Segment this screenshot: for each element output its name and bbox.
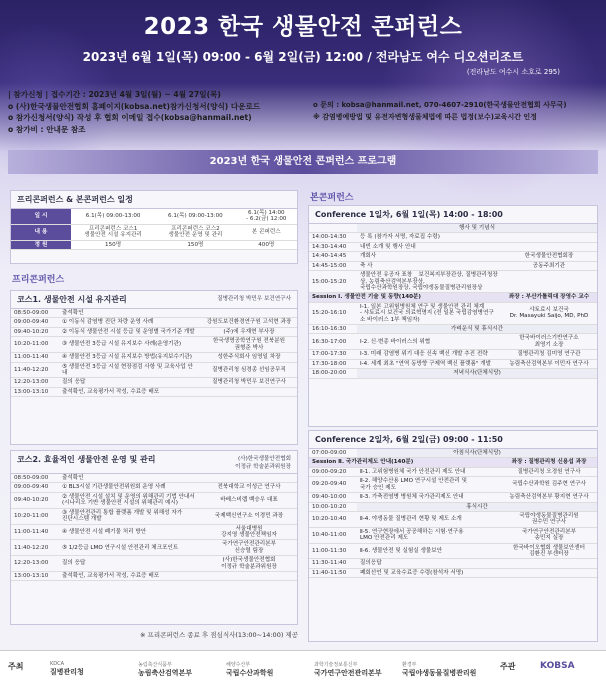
speaker-cell: 국가연구안전관리본부 신승렬 팀장 bbox=[201, 540, 297, 556]
break-row bbox=[309, 325, 597, 334]
topic-cell: 등 록 (참가자 서명, 자료집 수령) bbox=[357, 233, 501, 242]
break-row bbox=[309, 502, 597, 511]
topic-cell: 출석확인, 교육평가서 작성, 수료증 배포 bbox=[59, 572, 201, 581]
speaker-cell bbox=[501, 568, 597, 577]
speaker-cell: 질병관리청 박민우 보건연구사 bbox=[201, 378, 297, 387]
time-cell: 09:40-10:20 bbox=[11, 327, 59, 336]
speaker-cell bbox=[501, 242, 597, 251]
speaker-cell bbox=[201, 572, 297, 581]
sponsor-ministry: 환경부 bbox=[402, 662, 417, 668]
topic-cell: Ⅱ-2. 해양수산용 LMO 연구시설 안전관리 및 국가 승인 제도 bbox=[357, 477, 501, 493]
sponsor-name: 국립수산과학원 bbox=[226, 669, 274, 677]
speaker-cell bbox=[501, 233, 597, 242]
speaker-cell: 질병관리청 오경원 연구사 bbox=[501, 467, 597, 476]
speaker-cell: 한국바이러스기반연구소 최영기 소장 bbox=[501, 334, 597, 350]
info-line: | 참가신청 | 접수기간 : 2023년 4월 3일(월) ~ 4월 27일(목) bbox=[8, 90, 221, 99]
break-row bbox=[309, 224, 597, 233]
time-cell: 14:45-15:00 bbox=[309, 261, 357, 270]
speaker-cell: 서울대병원 강지영 생물안전책임자 bbox=[201, 524, 297, 540]
overview-cell: 150명 bbox=[155, 240, 235, 249]
time-cell: 10:20-11:00 bbox=[11, 508, 59, 524]
time-cell: 16:10-16:30 bbox=[309, 325, 357, 334]
topic-cell: Ⅱ-5. 연구현장에서 공공해하는 시험·연구용 LMO 안전관리 제도 bbox=[357, 527, 501, 543]
speaker-cell: 전북대학교 이성근 연구사 bbox=[201, 483, 297, 492]
course2-panel bbox=[10, 450, 298, 625]
time-cell: 10:20-11:00 bbox=[11, 337, 59, 353]
table-row bbox=[309, 493, 597, 502]
sponsor-logo bbox=[402, 661, 476, 678]
table-row bbox=[11, 474, 297, 483]
topic-cell: 축 사 bbox=[357, 261, 501, 270]
table-row bbox=[11, 556, 297, 572]
host-label: 주최 bbox=[8, 662, 24, 671]
topic-cell: ② 생물안전 시설 설치 및 운영의 위해관리 기법 안내서 (시나리오 기반 생물안전 시설의 위해관리 예시) bbox=[59, 492, 201, 508]
overview-row-label: 일 시 bbox=[11, 209, 71, 224]
overview-cell: 프리콘퍼런스 코스2 생물안전 운영 및 관리 bbox=[155, 224, 235, 240]
table-row bbox=[309, 359, 597, 368]
table-row bbox=[309, 511, 597, 527]
table-row bbox=[309, 233, 597, 242]
break-row bbox=[309, 369, 597, 378]
session-chair: 좌장 : 질병관리청 신용섭 과장 bbox=[501, 458, 597, 467]
time-cell bbox=[309, 224, 357, 233]
table-row bbox=[309, 568, 597, 577]
overview-cell: 본 콘퍼런스 bbox=[236, 224, 297, 240]
table-row bbox=[309, 252, 597, 261]
speaker-cell: 질병관리청 심경종 선임공무직 bbox=[201, 362, 297, 378]
sponsor-name: 국립야생동물질병관리원 bbox=[402, 669, 477, 677]
topic-cell: ④ 생물안전 시설 폐기물 처리 방안 bbox=[59, 524, 201, 540]
time-cell: 12:20-13:00 bbox=[11, 378, 59, 387]
table-row bbox=[11, 492, 297, 508]
time-cell: 15:20-16:10 bbox=[309, 302, 357, 324]
topic-cell: 질의 응답 bbox=[59, 378, 201, 387]
time-cell: 10:20-10:40 bbox=[309, 511, 357, 527]
topic-cell: ② 이동식 생물안전 시설 등급 및 운영별 국가기준 개발 bbox=[59, 327, 201, 336]
speaker-cell: 성한주식회사 임영일 차장 bbox=[201, 353, 297, 362]
time-cell: 09:40-10:00 bbox=[309, 493, 357, 502]
table-row bbox=[309, 350, 597, 359]
break-label: 저녁식사(단체식당) bbox=[357, 369, 597, 378]
pre-conference-heading: 프리콘퍼런스 bbox=[12, 275, 65, 285]
event-address: (전라남도 여수시 소호로 295) bbox=[466, 68, 560, 76]
speaker-cell: 농림축산검역본부 황지현 연구사 bbox=[501, 493, 597, 502]
overview-title: 프리콘퍼런스 & 본콘퍼런스 일정 bbox=[11, 191, 297, 209]
topic-cell: 출석확인, 교육평가서 작성, 수료증 배포 bbox=[59, 387, 201, 396]
info-line: o 참가신청서(양식) 작성 후 협회 이메일 접수(kobsa@hanmail.net) bbox=[8, 113, 252, 122]
sponsor-logo bbox=[314, 661, 382, 678]
registration-info bbox=[8, 86, 598, 144]
time-cell: 10:40-11:00 bbox=[309, 527, 357, 543]
speaker-cell: 샤토료시 보건국 Dr. Masayuki Saijo, MD, PhD bbox=[501, 302, 597, 324]
break-row bbox=[309, 449, 597, 458]
table-row bbox=[309, 242, 597, 251]
table-row bbox=[309, 527, 597, 543]
course1-title: 코스1. 생물안전 시설 유지관리 bbox=[17, 295, 127, 304]
session-header-row bbox=[309, 293, 597, 302]
table-row bbox=[11, 378, 297, 387]
speaker-cell: (주)에 우재현 부사장 bbox=[201, 327, 297, 336]
speaker-cell: 한국생물안전협회장 bbox=[501, 252, 597, 261]
table-row bbox=[309, 271, 597, 293]
topic-cell: ① 이동식 감염병 진단 차량 운영 사례 bbox=[59, 318, 201, 327]
table-row bbox=[309, 559, 597, 568]
table-row bbox=[11, 540, 297, 556]
overview-row bbox=[11, 240, 297, 249]
table-row bbox=[11, 572, 297, 581]
speaker-cell: 강원도보건환경연구원 고석현 과장 bbox=[201, 318, 297, 327]
topic-cell: ① BL3시설 기관생물안전위원회 운영 사례 bbox=[59, 483, 201, 492]
time-cell: 17:30-18:00 bbox=[309, 359, 357, 368]
overview-panel bbox=[10, 190, 298, 264]
speaker-cell: 국제백신연구소 이경민 과장 bbox=[201, 508, 297, 524]
notice-line: ※ 감염병예방법 및 유전자변형생물체법에 따른 법정(보수)교육시간 인정 bbox=[313, 112, 537, 121]
day1-panel bbox=[308, 205, 598, 427]
kobsa-logo: KOBSA bbox=[540, 661, 575, 671]
topic-cell: 폐회선언 및 교육수료증 수령(참석자 서명) bbox=[357, 568, 501, 577]
organizer-label: 주관 bbox=[500, 662, 516, 671]
sponsor-logo bbox=[50, 661, 84, 677]
course1-panel bbox=[10, 290, 298, 445]
course2-title: 코스2. 효율적인 생물안전 운영 및 관리 bbox=[17, 455, 156, 464]
time-cell: 09:40-10:20 bbox=[11, 492, 59, 508]
speaker-cell: 한국생명공학연구원 전북분원 권형준 박사 bbox=[201, 337, 297, 353]
topic-cell: ③ 생물안전관리 통합 플랫폼 개발 및 위해성 자가 진단시스템 개발 bbox=[59, 508, 201, 524]
time-cell: 15:00-15:20 bbox=[309, 271, 357, 293]
table-row bbox=[309, 261, 597, 270]
time-cell: 14:40-14:45 bbox=[309, 252, 357, 261]
sponsor-ministry: KDCA bbox=[50, 661, 65, 667]
overview-cell: 프리콘퍼런스 코스1 생물안전 시설 유지관리 bbox=[71, 224, 155, 240]
table-row bbox=[309, 334, 597, 350]
table-row bbox=[309, 543, 597, 559]
topic-cell: 출석확인 bbox=[59, 309, 201, 318]
session-title: Session Ⅱ. 국가관리제도 안내(140분) bbox=[309, 458, 501, 467]
sponsor-logo bbox=[226, 661, 273, 678]
session-chair: 좌장 : 부산가톨릭대 장영수 교수 bbox=[501, 293, 597, 302]
time-cell: 09:00-09:20 bbox=[309, 467, 357, 476]
speaker-cell bbox=[201, 387, 297, 396]
sponsor-name: 농림축산검역본부 bbox=[138, 669, 193, 677]
time-cell: 11:00-11:30 bbox=[309, 543, 357, 559]
overview-cell: 6.1(목) 09:00-13:00 bbox=[155, 209, 235, 224]
topic-cell: Ⅰ-2. 신·변종 바이러스의 위협 bbox=[357, 334, 501, 350]
break-label: 행사 및 기념식 bbox=[357, 224, 597, 233]
time-cell: 17:00-17:30 bbox=[309, 350, 357, 359]
sponsor-ministry: 과학기술정보통신부 bbox=[314, 662, 358, 668]
schedule-title: 2023년 한국 생물안전 콘퍼런스 프로그램 bbox=[8, 150, 598, 174]
table-row bbox=[11, 524, 297, 540]
overview-cell: 400명 bbox=[236, 240, 297, 249]
topic-cell: ⑤ 1/2등급 LMO 연구시설 안전관리 체크포인트 bbox=[59, 540, 201, 556]
break-label: 가벼운식 및 휴식시간 bbox=[357, 325, 597, 334]
speaker-cell: 질병관리청 김미영 연구관 bbox=[501, 350, 597, 359]
time-cell: 16:30-17:00 bbox=[309, 334, 357, 350]
time-cell: 12:20-13:00 bbox=[11, 556, 59, 572]
day2-title: Conference 2일차, 6월 2일(금) 09:00 - 11:50 bbox=[309, 431, 597, 449]
time-cell: 13:00-13:10 bbox=[11, 387, 59, 396]
overview-row-label: 내 용 bbox=[11, 224, 71, 240]
topic-cell: ⑤ 생물안전 3등급 시설 현장점검 사항 및 교육사업 안내 bbox=[59, 362, 201, 378]
poster-header bbox=[0, 0, 606, 86]
table-row bbox=[11, 318, 297, 327]
session-header-row bbox=[309, 458, 597, 467]
time-cell: 13:00-13:10 bbox=[11, 572, 59, 581]
break-label: 휴식시간 bbox=[357, 502, 597, 511]
overview-row bbox=[11, 224, 297, 240]
speaker-cell: 국립수산과학원 김주현 연구사 bbox=[501, 477, 597, 493]
overview-table bbox=[11, 209, 297, 250]
time-cell: 11:40-12:20 bbox=[11, 540, 59, 556]
speaker-cell: 국립야생동물질병관리원 권수민 연구사 bbox=[501, 511, 597, 527]
course1-table bbox=[11, 309, 297, 397]
overview-cell: 6.1(목) 09:00-13:00 bbox=[71, 209, 155, 224]
topic-cell: 질의 응답 bbox=[59, 556, 201, 572]
table-row bbox=[11, 337, 297, 353]
main-conference-heading: 본콘퍼런스 bbox=[310, 193, 354, 203]
topic-cell: 질의응답 bbox=[357, 559, 501, 568]
topic-cell: Ⅱ-1. 고위험병원체 국가 안전관리 제도 안내 bbox=[357, 467, 501, 476]
table-row bbox=[11, 483, 297, 492]
course2-table bbox=[11, 474, 297, 581]
time-cell: 11:00-11:40 bbox=[11, 524, 59, 540]
topic-cell: Ⅰ-3. 미래 감염병 위기 대응 신속 백신 개발 추진 전략 bbox=[357, 350, 501, 359]
table-row bbox=[11, 387, 297, 396]
time-cell: 11:40-12:20 bbox=[11, 362, 59, 378]
table-row bbox=[11, 362, 297, 378]
topic-cell: Ⅰ-4. 세계 최초 "연역 동방향 구제역 백신 플랫폼" 개발 bbox=[357, 359, 501, 368]
time-cell: 09:20-09:40 bbox=[309, 477, 357, 493]
course1-chair: 질병관리청 박민우 보건연구사 bbox=[217, 296, 291, 302]
speaker-cell bbox=[201, 474, 297, 483]
overview-row bbox=[11, 209, 297, 224]
sponsor-logo bbox=[138, 661, 192, 678]
sponsor-ministry: 농림축산식품부 bbox=[138, 662, 172, 668]
topic-cell: 개회사 bbox=[357, 252, 501, 261]
sponsor-name: 질병관리청 bbox=[50, 668, 84, 676]
table-row bbox=[11, 309, 297, 318]
topic-cell: 출석확인 bbox=[59, 474, 201, 483]
overview-cell: 6.1(목) 14:00 - 6.2(금) 12:00 bbox=[236, 209, 297, 224]
topic-cell: 내빈 소개 및 행사 안내 bbox=[357, 242, 501, 251]
time-cell: 11:30-11:40 bbox=[309, 559, 357, 568]
time-cell: 07:00-09:00 bbox=[309, 449, 357, 458]
time-cell: 14:00-14:30 bbox=[309, 233, 357, 242]
time-cell: 11:00-11:40 bbox=[11, 353, 59, 362]
info-line: o (사)한국생물안전협회 홈페이지(kobsa.net)참가신청서(양식) 다운로드 bbox=[8, 101, 261, 111]
topic-cell: Ⅱ-6. 생물안전 및 실험실 생물보안 bbox=[357, 543, 501, 559]
course2-chair: (사)한국생물안전협회 이정규 학술분과위원장 bbox=[235, 456, 291, 470]
sponsor-name: 국가연구안전관리본부 bbox=[314, 669, 382, 677]
break-label: 아침식사(단체식당) bbox=[357, 449, 597, 458]
overview-cell: 150명 bbox=[71, 240, 155, 249]
table-row bbox=[309, 302, 597, 324]
topic-cell: Ⅱ-4. 야생동물 질병관리 현황 및 제도 소개 bbox=[357, 511, 501, 527]
sponsor-footer bbox=[0, 650, 606, 690]
table-row bbox=[11, 353, 297, 362]
session-title: Session Ⅰ. 생물안전 기술 및 동향(140분) bbox=[309, 293, 501, 302]
speaker-cell bbox=[501, 559, 597, 568]
speaker-cell bbox=[501, 271, 597, 293]
time-cell: 18:00-20:00 bbox=[309, 369, 357, 378]
day1-title: Conference 1일차, 6월 1일(목) 14:00 - 18:00 bbox=[309, 206, 597, 224]
day2-table bbox=[309, 449, 597, 578]
info-line: o 참가비 : 안내문 참조 bbox=[8, 124, 86, 134]
speaker-cell: 농림축산검역본부 이민자 연구사 bbox=[501, 359, 597, 368]
time-cell: 08:50-09:00 bbox=[11, 474, 59, 483]
time-cell: 10:00-10:20 bbox=[309, 502, 357, 511]
time-cell: 14:30-14:40 bbox=[309, 242, 357, 251]
table-row bbox=[309, 467, 597, 476]
speaker-cell: 공동주최기관 bbox=[501, 261, 597, 270]
time-cell: 09:00-09:40 bbox=[11, 318, 59, 327]
speaker-cell: 바베스비랩 백승우 대표 bbox=[201, 492, 297, 508]
speaker-cell bbox=[201, 309, 297, 318]
time-cell: 08:50-09:00 bbox=[11, 309, 59, 318]
speaker-cell: 한국바이오협회 생물보안센터 김환진 부센터장 bbox=[501, 543, 597, 559]
time-cell: 11:40-11:50 bbox=[309, 568, 357, 577]
time-cell: 09:00-09:40 bbox=[11, 483, 59, 492]
speaker-cell: (사)한국생물안전협회 이정규 학술분과위원장 bbox=[201, 556, 297, 572]
topic-cell: Ⅰ-1. 일본 고위험병원체 연구 및 생물안전 관리 체계 - 샤토료시 보건국 의료혁명지 (전 일본 국립감염병연구소 바이러스 1부 책임자) bbox=[357, 302, 501, 324]
speaker-cell: 국가연구안전관리본부 송민지 실장 bbox=[501, 527, 597, 543]
topic-cell: Ⅱ-3. 가축전염병 병원체 국가관리제도 안내 bbox=[357, 493, 501, 502]
table-row bbox=[309, 477, 597, 493]
sponsor-ministry: 해양수산부 bbox=[226, 662, 251, 668]
day2-panel bbox=[308, 430, 598, 642]
table-row bbox=[11, 327, 297, 336]
day1-table bbox=[309, 224, 597, 379]
poster-title: 2023 한국 생물안전 콘퍼런스 bbox=[143, 14, 463, 40]
overview-row-label: 정 원 bbox=[11, 240, 71, 249]
contact-line: o 문의 : kobsa@hanmail.net, 070-4607-2910(한국생물안전협회 사무국) bbox=[313, 101, 567, 109]
topic-cell: 생물안전 유공자 표창 _ 보건복지부장관상, 질병관리청장상, 농림축산검역본부장상, 국립수산과학원장상, 국립야생동물질병관리원장상 bbox=[357, 271, 501, 293]
pre-conference-note: ※ 프리콘퍼런스 종료 후 점심식사(13:00~14:00) 제공 bbox=[140, 631, 298, 639]
table-row bbox=[11, 508, 297, 524]
topic-cell: ④ 생물안전 3등급 시설 유지보수 방법(유지보수기관) bbox=[59, 353, 201, 362]
topic-cell: ③ 생물안전 3등급 시설 유지보수 사례(운영기관) bbox=[59, 337, 201, 353]
event-dateline: 2023년 6월 1일(목) 09:00 - 6월 2일(금) 12:00 / 전라남도 여수 디오션리조트 bbox=[82, 50, 524, 64]
